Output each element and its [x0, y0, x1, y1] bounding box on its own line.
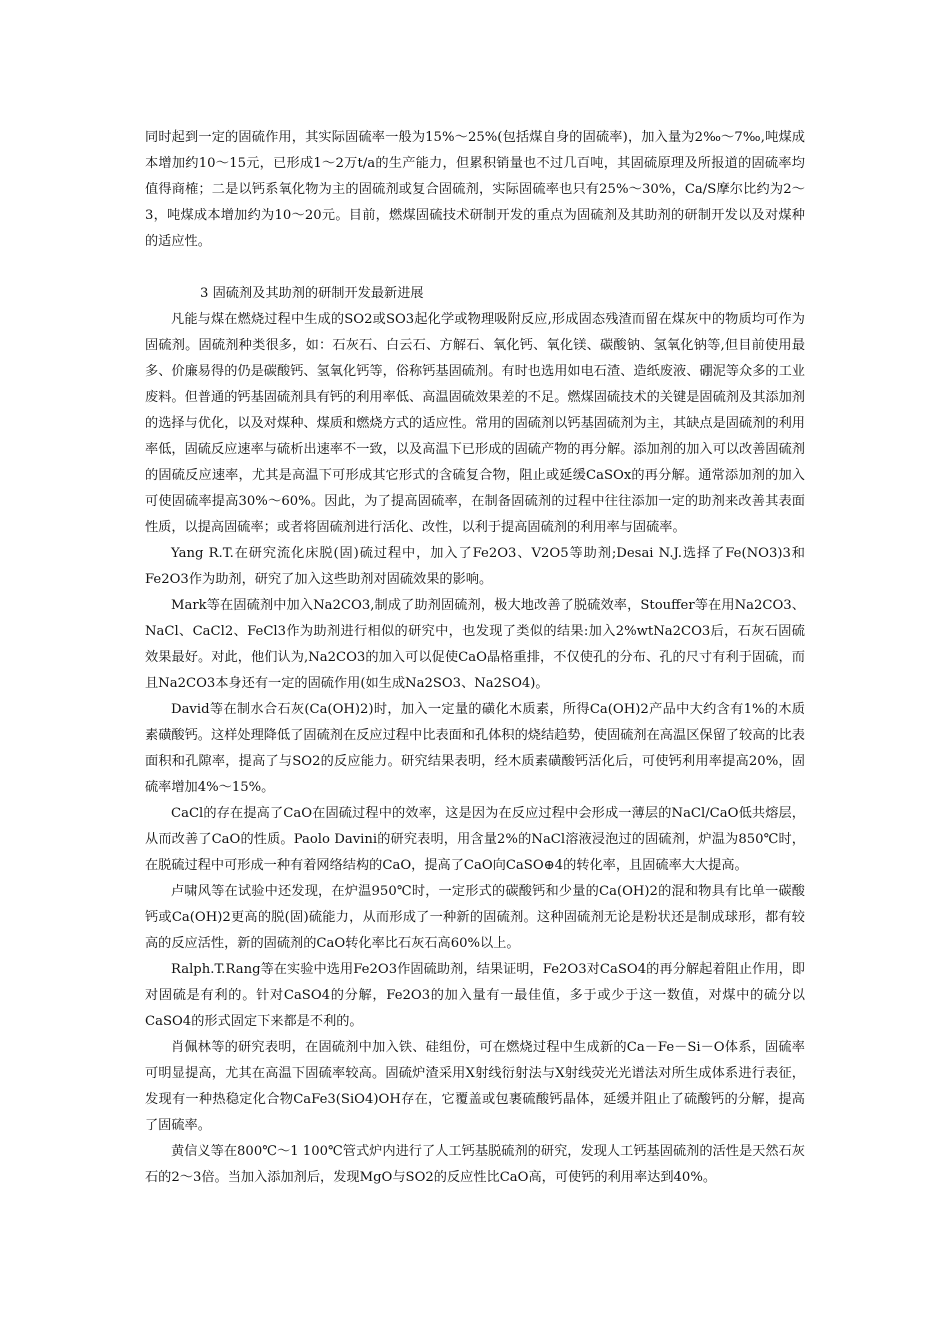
body-paragraph: David等在制水合石灰(Ca(OH)2)时，加入一定量的磺化木质素，所得Ca(OH)2产品中大约含有1%的木质素磺酸钙。这样处理降低了固硫剂在反应过程中比表面和孔体积的烧结趋势，使固硫剂在高温区保留了较高的比表面积和孔隙率，提高了与SO2的反应能力。研究结果表明，经木质素磺酸钙活化后，可使钙利用率提高20%，固硫率增加4%～15%。: [145, 702, 805, 795]
body-paragraph: 卢啸风等在试验中还发现，在炉温950℃时，一定形式的碳酸钙和少量的Ca(OH)2的混和物具有比单一碳酸钙或Ca(OH)2更高的脱(固)硫能力，从而形成了一种新的固硫剂。这种固硫剂无论是粉状还是制成球形，都有较高的反应活性，新的固硫剂的CaO转化率比石灰石高60%以上。: [145, 884, 805, 951]
body-paragraph: 凡能与煤在燃烧过程中生成的SO2或SO3起化学或物理吸附反应,形成固态残渣而留在煤灰中的物质均可作为固硫剂。固硫剂种类很多，如：石灰石、白云石、方解石、氧化钙、氧化镁、碳酸钠、氢氧化钠等,但目前使用最多、价廉易得的仍是碳酸钙、氢氧化钙等，俗称钙基固硫剂。有时也选用如电石渣、造纸废液、硼泥等众多的工业废料。但普通的钙基固硫剂具有钙的利用率低、高温固硫效果差的不足。燃煤固硫技术的关键是固硫剂及其添加剂的选择与优化，以及对煤种、煤质和燃烧方式的适应性。常用的固硫剂以钙基固硫剂为主，其缺点是固硫剂的利用率低，固硫反应速率与硫析出速率不一致，以及高温下已形成的固硫产物的再分解。添加剂的加入可以改善固硫剂的固硫反应速率，尤其是高温下可形成其它形式的含硫复合物，阻止或延缓CaSOx的再分解。通常添加剂的加入可使固硫率提高30%～60%。因此，为了提高固硫率，在制备固硫剂的过程中往往添加一定的助剂来改善其表面性质，以提高固硫率；或者将固硫剂进行活化、改性，以利于提高固硫剂的利用率与固硫率。: [145, 312, 805, 535]
section-heading: 3 固硫剂及其助剂的研制开发最新进展: [200, 286, 424, 301]
body-paragraph: CaCl的存在提高了CaO在固硫过程中的效率，这是因为在反应过程中会形成一薄层的NaCl/CaO低共熔层，从而改善了CaO的性质。Paolo Davini的研究表明，用含量2%的NaCl溶液浸泡过的固硫剂，炉温为850℃时，在脱硫过程中可形成一种有着网络结构的CaO，提高了CaO向CaSO⊕4的转化率，且固硫率大大提高。: [145, 806, 805, 873]
body-paragraph: Ralph.T.Rang等在实验中选用Fe2O3作固硫助剂，结果证明，Fe2O3对CaSO4的再分解起着阻止作用，即对固硫是有利的。针对CaSO4的分解，Fe2O3的加入量有一最佳值，多于或少于这一数值，对煤中的硫分以CaSO4的形式固定下来都是不利的。: [145, 962, 805, 1029]
body-paragraph: Mark等在固硫剂中加入Na2CO3,制成了助剂固硫剂，极大地改善了脱硫效率，Stouffer等在用Na2CO3、NaCl、CaCl2、FeCl3作为助剂进行相似的研究中，也发现了类似的结果:加入2%wtNa2CO3后，石灰石固硫效果最好。对此，他们认为,Na2CO3的加入可以促使CaO晶格重排，不仅使孔的分布、孔的尺寸有利于固硫，而且Na2CO3本身还有一定的固硫作用(如生成Na2SO3、Na2SO4)。: [145, 598, 805, 691]
body-paragraph: 黄信义等在800℃～1 100℃管式炉内进行了人工钙基脱硫剂的研究，发现人工钙基固硫剂的活性是天然石灰石的2～3倍。当加入添加剂后，发现MgO与SO2的反应性比CaO高，可使钙的利用率达到40%。: [145, 1144, 805, 1185]
body-paragraph: Yang R.T.在研究流化床脱(固)硫过程中，加入了Fe2O3、V2O5等助剂;Desai N.J.选择了Fe(NO3)3和Fe2O3作为助剂，研究了加入这些助剂对固硫效果的影响。: [145, 546, 805, 587]
intro-paragraph: 同时起到一定的固硫作用，其实际固硫率一般为15%～25%(包括煤自身的固硫率)，加入量为2‰～7‰,吨煤成本增加约10～15元，已形成1～2万t/a的生产能力，但累积销量也不过几百吨，其固硫原理及所报道的固硫率均值得商榷；二是以钙系氧化物为主的固硫剂或复合固硫剂，实际固硫率也只有25%～30%，Ca/S摩尔比约为2～3，吨煤成本增加约为10～20元。目前，燃煤固硫技术研制开发的重点为固硫剂及其助剂的研制开发以及对煤种的适应性。: [145, 130, 805, 249]
body-paragraph: 肖佩林等的研究表明，在固硫剂中加入铁、硅组份，可在燃烧过程中生成新的Ca－Fe－Si－O体系，固硫率可明显提高，尤其在高温下固硫率较高。固硫炉渣采用X射线衍射法与X射线荧光光谱法对所生成体系进行表征，发现有一种热稳定化合物CaFe3(SiO4)OH存在，它覆盖或包裹硫酸钙晶体，延缓并阻止了硫酸钙的分解，提高了固硫率。: [145, 1040, 805, 1133]
document-body: [145, 125, 805, 1191]
